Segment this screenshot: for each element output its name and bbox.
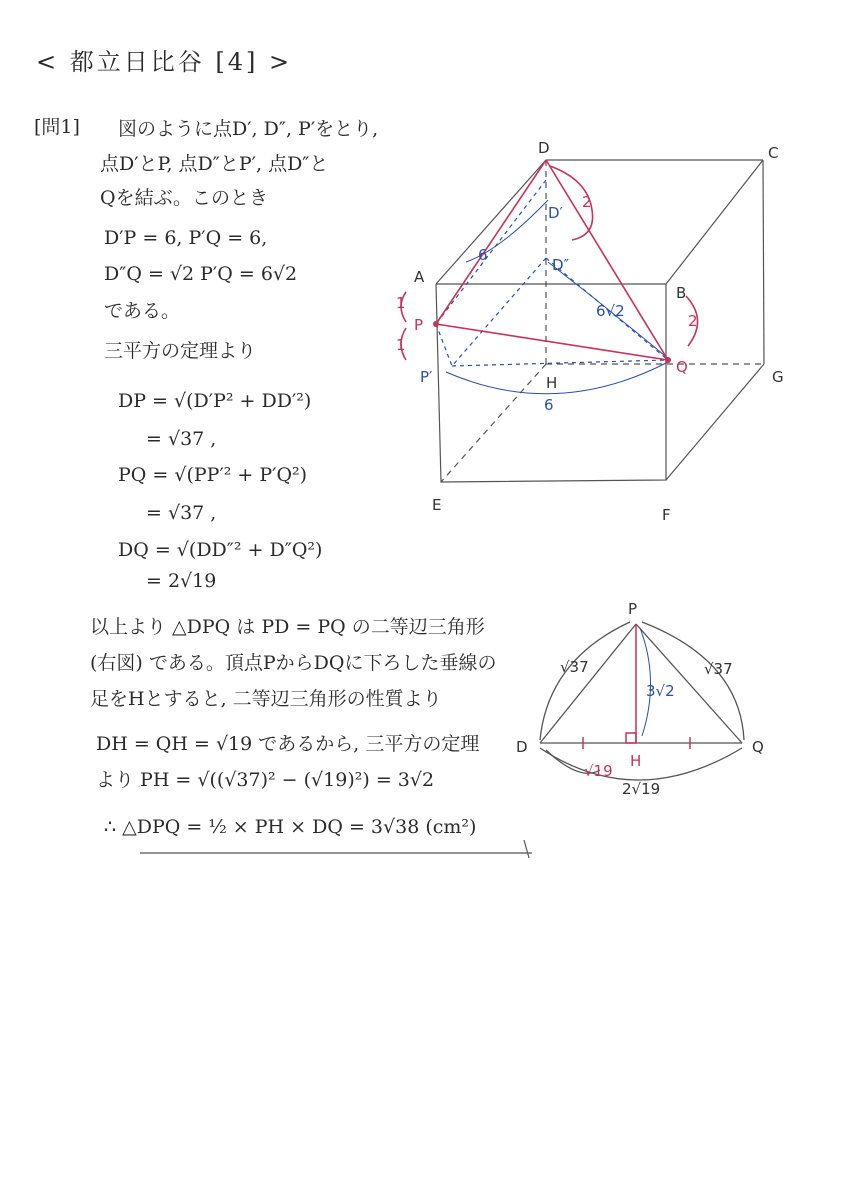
- vertex-c: C: [768, 144, 779, 162]
- calc-dp-result: = √37 ,: [146, 428, 217, 450]
- point-d-prime: D′: [548, 204, 563, 222]
- tri-vertex-q: Q: [752, 738, 764, 756]
- conclusion-line-6: ∴ △DPQ = ½ × PH × DQ = 3√38 (cm²): [104, 816, 477, 838]
- calc-dq-result: = 2√19: [146, 570, 217, 592]
- conclusion-line-1: 以上より △DPQ は PD = PQ の二等辺三角形: [90, 616, 485, 638]
- tri-side-pd: √37: [560, 658, 589, 676]
- pythagoras-title: 三平方の定理より: [104, 340, 257, 362]
- vertex-f: F: [662, 506, 671, 524]
- tri-vertex-p: P: [628, 600, 638, 618]
- calc-pq-result: = √37 ,: [146, 502, 217, 524]
- given-line-2: D″Q = √2 P′Q = 6√2: [104, 263, 298, 285]
- measure-red-1a: 1: [396, 294, 406, 312]
- calc-dp: DP = √(D′P² + DD′²): [118, 390, 312, 412]
- vertex-e: E: [432, 496, 442, 514]
- intro-line-3: Qを結ぶ。このとき: [100, 187, 268, 209]
- tri-half-dh: √19: [584, 762, 613, 780]
- point-p-prime: P′: [420, 368, 433, 386]
- conclusion-line-4: DH = QH = √19 であるから, 三平方の定理: [96, 733, 480, 755]
- calc-pq: PQ = √(PP′² + P′Q²): [118, 464, 308, 486]
- tri-base-dq: 2√19: [622, 780, 661, 798]
- point-q: Q: [676, 358, 688, 376]
- point-d-double-prime: D″: [552, 256, 570, 274]
- intro-line-2: 点D′とP, 点D″とP′, 点D″と: [100, 153, 329, 175]
- vertex-g: G: [772, 368, 784, 386]
- vertex-d: D: [538, 139, 550, 157]
- conclusion-line-5: より PH = √((√37)² − (√19)²) = 3√2: [96, 769, 435, 791]
- vertex-h: H: [546, 374, 558, 392]
- page-title: < 都立日比谷 [4] >: [36, 48, 293, 76]
- measure-red-1b: 1: [396, 336, 406, 354]
- conclusion-line-2: (右図) である。頂点PからDQに下ろした垂線の: [90, 652, 497, 674]
- intro-line-1: 図のように点D′, D″, P′をとり,: [118, 118, 379, 140]
- measure-6root2: 6√2: [596, 302, 625, 320]
- tri-height-ph: 3√2: [646, 682, 675, 700]
- question-label: [問1]: [34, 116, 80, 138]
- measure-red-2b: 2: [688, 312, 698, 330]
- given-line-3: である。: [104, 300, 181, 322]
- given-line-1: D′P = 6, P′Q = 6,: [104, 227, 268, 249]
- vertex-a: A: [414, 268, 425, 286]
- tri-vertex-d: D: [516, 738, 528, 756]
- measure-dp-6: 6: [478, 246, 488, 264]
- measure-red-2: 2: [582, 193, 592, 211]
- tri-side-pq: √37: [704, 660, 733, 678]
- measure-hq-6: 6: [544, 396, 554, 414]
- vertex-b: B: [676, 284, 687, 302]
- calc-dq: DQ = √(DD″² + D″Q²): [118, 539, 323, 561]
- point-p: P: [414, 316, 424, 334]
- conclusion-line-3: 足をHとすると, 二等辺三角形の性質より: [90, 688, 442, 710]
- tri-foot-h: H: [630, 752, 642, 770]
